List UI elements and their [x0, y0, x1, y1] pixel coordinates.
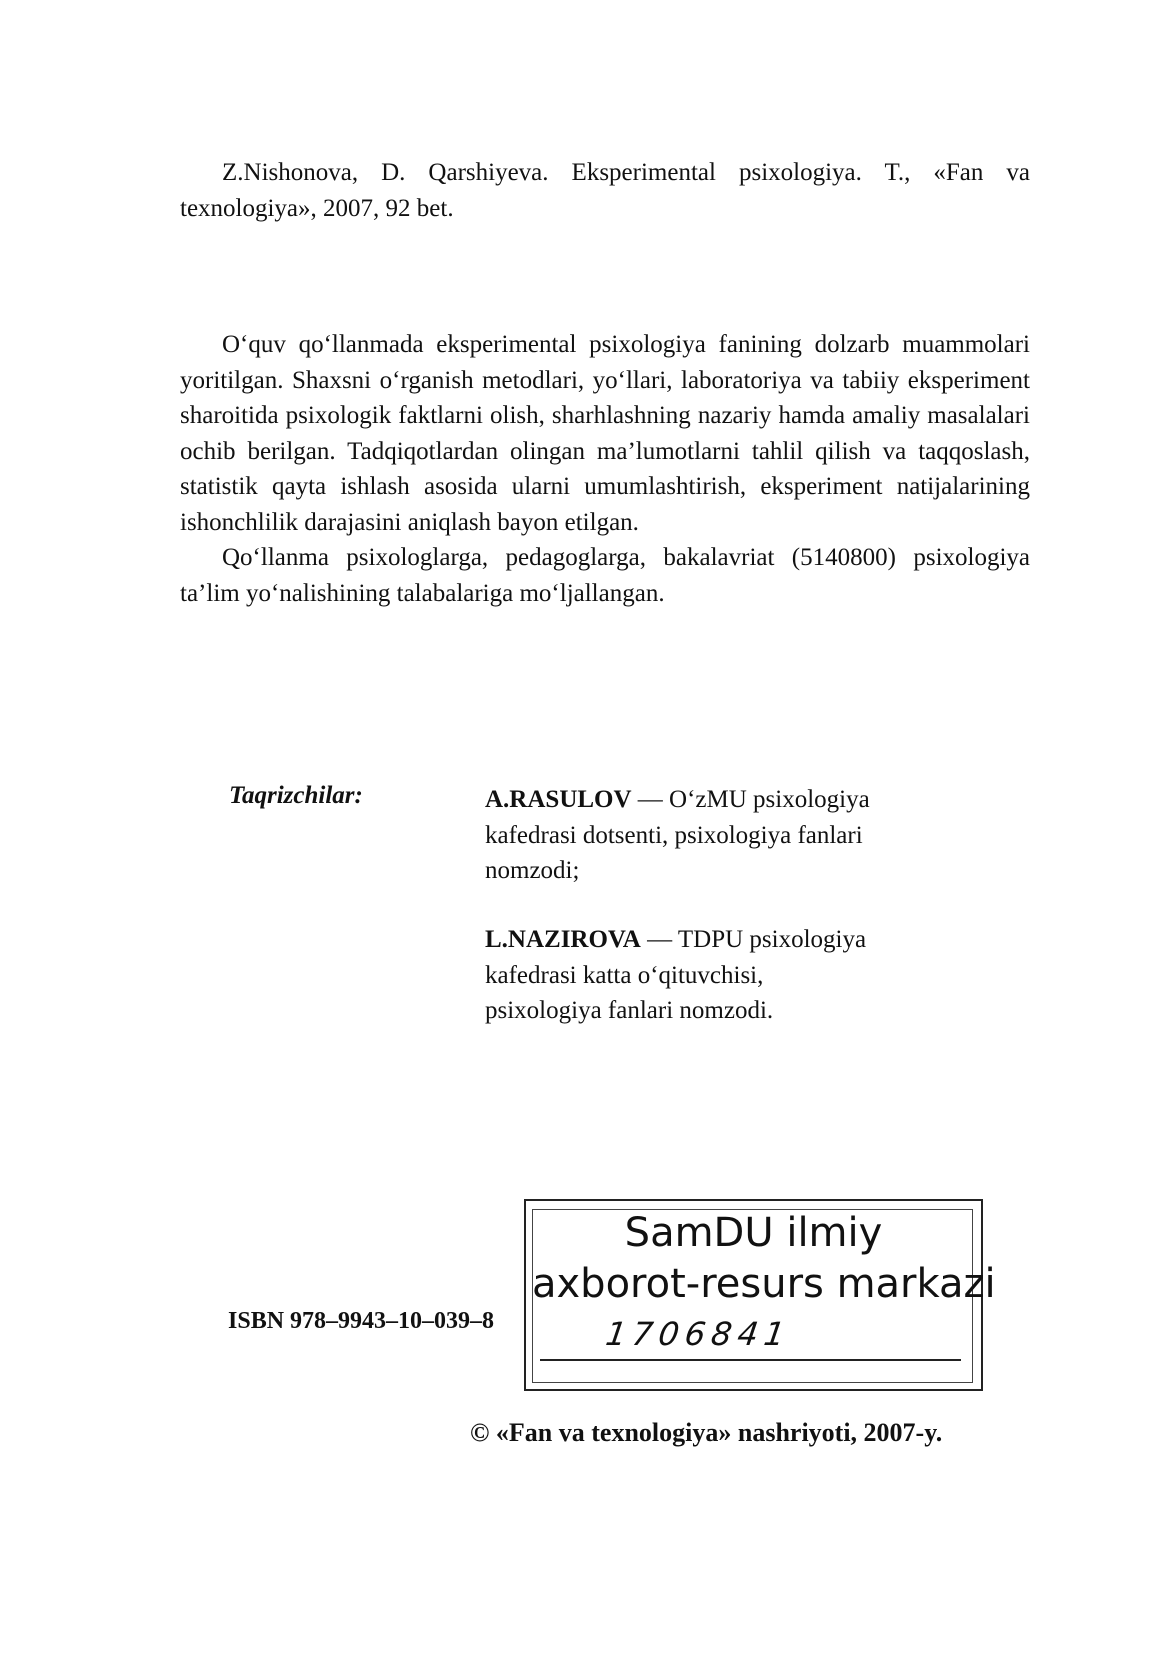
reviewer-line	[485, 782, 1005, 818]
abstract-paragraph: O‘quv qo‘llanmada eksperimental psixologiya fanining dolzarb muammolari yoritilgan. Shaxsni o‘rganish metodlari, yo‘llari, laboratoriya va tabiiy eksperiment sharoitida psixologik faktlarni olish, sharhlashning nazariy hamda amaliy masalalari ochib berilgan. Tadqiqotlardan olingan ma’lumotlarni tahlil qilish va taqqoslash, statistik qayta ishlash asosida ularni umumlashtirish, eksperiment natijalarining ishonchlilik darajasini aniqlash bayon etilgan.	[180, 331, 1030, 536]
reviewer-entry	[485, 922, 1005, 1029]
reviewer-position: — O‘zMU psixologiya	[631, 786, 870, 813]
stamp-subtitle: axborot-resurs markazi	[532, 1261, 996, 1307]
reviewer-name: L.NAZIROVA	[485, 926, 641, 953]
abstract	[180, 327, 1030, 611]
bibliographic-citation: Z.Nishonova, D. Qarshiyeva. Eksperimental psixologiya. T., «Fan va texnologiya», 2007, 92 bet.	[180, 159, 1030, 222]
reviewer-position: — TDPU psixologiya	[640, 926, 867, 953]
isbn: ISBN 978–9943–10–039–8	[228, 1308, 495, 1334]
stamp-title: SamDU ilmiy	[624, 1210, 883, 1256]
stamp-handwritten-number: 1706841	[603, 1315, 794, 1353]
reviewer-position: kafedrasi katta o‘qituvchisi,	[485, 961, 764, 989]
copyright-notice: © «Fan va texnologiya» nashriyoti, 2007-y.	[470, 1418, 943, 1447]
reviewer-position: nomzodi;	[485, 857, 580, 884]
reviewer-position: psixologiya fanlari nomzodi.	[485, 997, 774, 1024]
stamp-underline	[540, 1359, 961, 1361]
reviewers-label: Taqrizchilar:	[229, 782, 363, 809]
reviewer-position: kafedrasi dotsenti, psixologiya fanlari	[485, 821, 863, 849]
library-stamp	[524, 1199, 996, 1391]
abstract-paragraph: Qo‘llanma psixologlarga, pedagoglarga, bakalavriat (5140800) psixologiya ta’lim yo‘nalishining talabalariga mo‘ljallangan.	[180, 544, 1030, 607]
reviewer-entry	[485, 782, 1005, 889]
reviewer-name: A.RASULOV	[485, 786, 632, 813]
reviewer-line	[485, 922, 1005, 958]
